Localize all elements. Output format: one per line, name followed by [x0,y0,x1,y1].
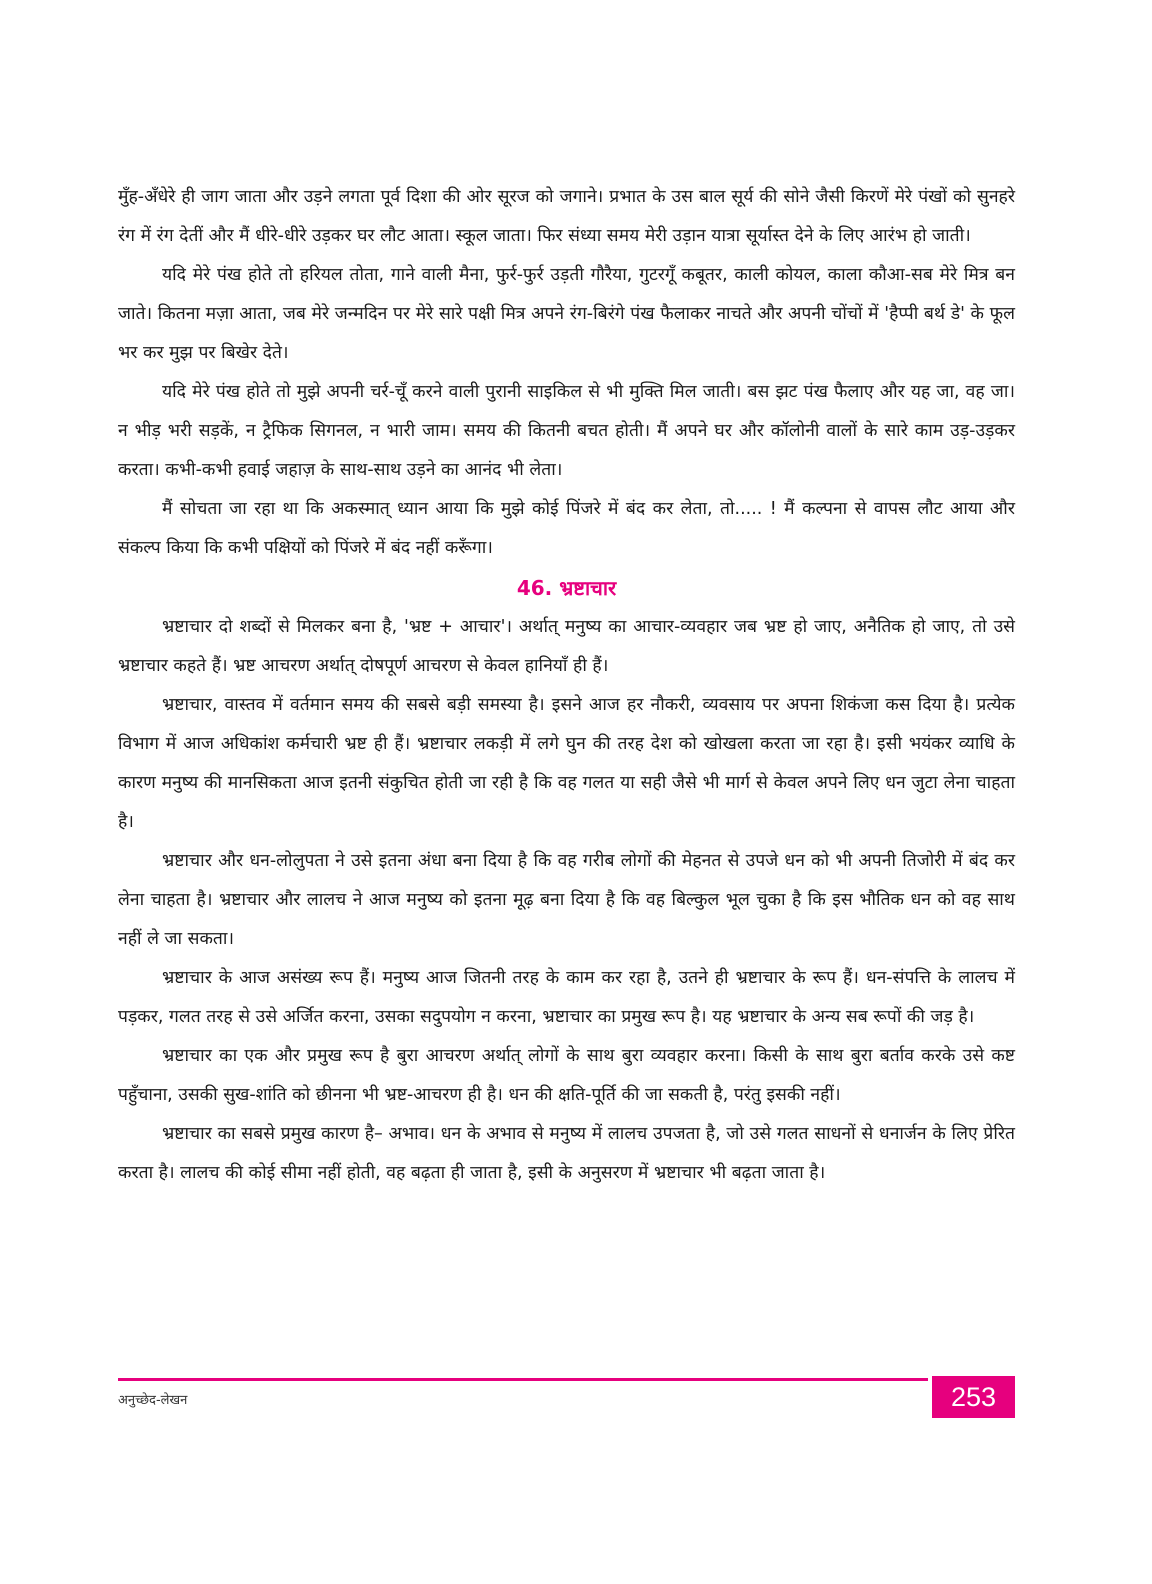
section-heading: 46. भ्रष्टाचार [516,576,617,600]
paragraph-8: भ्रष्टाचार के आज असंख्य रूप हैं। मनुष्य आज जितनी तरह के काम कर रहा है, उतने ही भ्रष्टाचार के रूप हैं। धन-संपत्ति के लालच में पड़कर, गलत तरह से उसे अर्जित करना, उसका सदुपयोग न करना, भ्रष्टाचार का प्रमुख रूप है। यह भ्रष्टाचार के अन्य सब रूपों की जड़ है। [118,968,1015,1027]
paragraph-4: मैं सोचता जा रहा था कि अकस्मात् ध्यान आया कि मुझे कोई पिंजरे में बंद कर लेता, तो..... ! मैं कल्पना से वापस लौट आया और संकल्प किया कि कभी पक्षियों को पिंजरे में बंद नहीं करूँगा। [118,499,1015,558]
paragraph-3: यदि मेरे पंख होते तो मुझे अपनी चर्र-चूँ करने वाली पुरानी साइकिल से भी मुक्ति मिल जाती। बस झट पंख फैलाए और यह जा, वह जा। न भीड़ भरी सड़कें, न ट्रैफिक सिगनल, न भारी जाम। समय की कितनी बचत होती। मैं अपने घर और कॉलोनी वालों के सारे काम उड़-उड़कर करता। कभी-कभी हवाई जहाज़ के साथ-साथ उड़ने का आनंद भी लेता। [118,382,1015,480]
page-number-badge: 253 [932,1376,1015,1418]
paragraph-1: मुँह-अँधेरे ही जाग जाता और उड़ने लगता पूर्व दिशा की ओर सूरज को जगाने। प्रभात के उस बाल सूर्य की सोने जैसी किरणें मेरे पंखों को सुनहरे रंग में रंग देतीं और मैं धीरे-धीरे उड़कर घर लौट आता। स्कूल जाता। फिर संध्या समय मेरी उड़ान यात्रा सूर्यास्त देने के लिए आरंभ हो जाती। [118,187,1015,246]
paragraph-9: भ्रष्टाचार का एक और प्रमुख रूप है बुरा आचरण अर्थात् लोगों के साथ बुरा व्यवहार करना। किसी के साथ बुरा बर्ताव करके उसे कष्ट पहुँचाना, उसकी सुख-शांति को छीनना भी भ्रष्ट-आचरण ही है। धन की क्षति-पूर्ति की जा सकती है, परंतु इसकी नहीं। [118,1046,1015,1105]
paragraph-2: यदि मेरे पंख होते तो हरियल तोता, गाने वाली मैना, फुर्र-फुर्र उड़ती गौरैया, गुटरगूँ कबूतर, काली कोयल, काला कौआ-सब मेरे मित्र बन जाते। कितना मज़ा आता, जब मेरे जन्मदिन पर मेरे सारे पक्षी मित्र अपने रंग-बिरंगे पंख फैलाकर नाचते और अपनी चोंचों में 'हैप्पी बर्थ डे' के फूल भर कर मुझ पर बिखेर देते। [118,265,1015,363]
footer-divider [118,1378,928,1381]
paragraph-10: भ्रष्टाचार का सबसे प्रमुख कारण है– अभाव। धन के अभाव से मनुष्य में लालच उपजता है, जो उसे गलत साधनों से धनार्जन के लिए प्रेरित करता है। लालच की कोई सीमा नहीं होती, वह बढ़ता ही जाता है, इसी के अनुसरण में भ्रष्टाचार भी बढ़ता जाता है। [118,1124,1015,1183]
footer-section-label: अनुच्छेद-लेखन [118,1393,188,1408]
paragraph-7: भ्रष्टाचार और धन-लोलुपता ने उसे इतना अंधा बना दिया है कि वह गरीब लोगों की मेहनत से उपजे धन को भी अपनी तिजोरी में बंद कर लेना चाहता है। भ्रष्टाचार और लालच ने आज मनुष्य को इतना मूढ़ बना दिया है कि वह बिल्कुल भूल चुका है कि इस भौतिक धन को वह साथ नहीं ले जा सकता। [118,851,1015,949]
page-body [118,178,1015,1193]
paragraph-5: भ्रष्टाचार दो शब्दों से मिलकर बना है, 'भ्रष्ट + आचार'। अर्थात् मनुष्य का आचार-व्यवहार जब भ्रष्ट हो जाए, अनैतिक हो जाए, तो उसे भ्रष्टाचार कहते हैं। भ्रष्ट आचरण अर्थात् दोषपूर्ण आचरण से केवल हानियाँ ही हैं। [118,617,1015,676]
paragraph-6: भ्रष्टाचार, वास्तव में वर्तमान समय की सबसे बड़ी समस्या है। इसने आज हर नौकरी, व्यवसाय पर अपना शिकंजा कस दिया है। प्रत्येक विभाग में आज अधिकांश कर्मचारी भ्रष्ट ही हैं। भ्रष्टाचार लकड़ी में लगे घुन की तरह देश को खोखला करता जा रहा है। इसी भयंकर व्याधि के कारण मनुष्य की मानसिकता आज इतनी संकुचित होती जा रही है कि वह गलत या सही जैसे भी मार्ग से केवल अपने लिए धन जुटा लेना चाहता है। [118,695,1015,832]
